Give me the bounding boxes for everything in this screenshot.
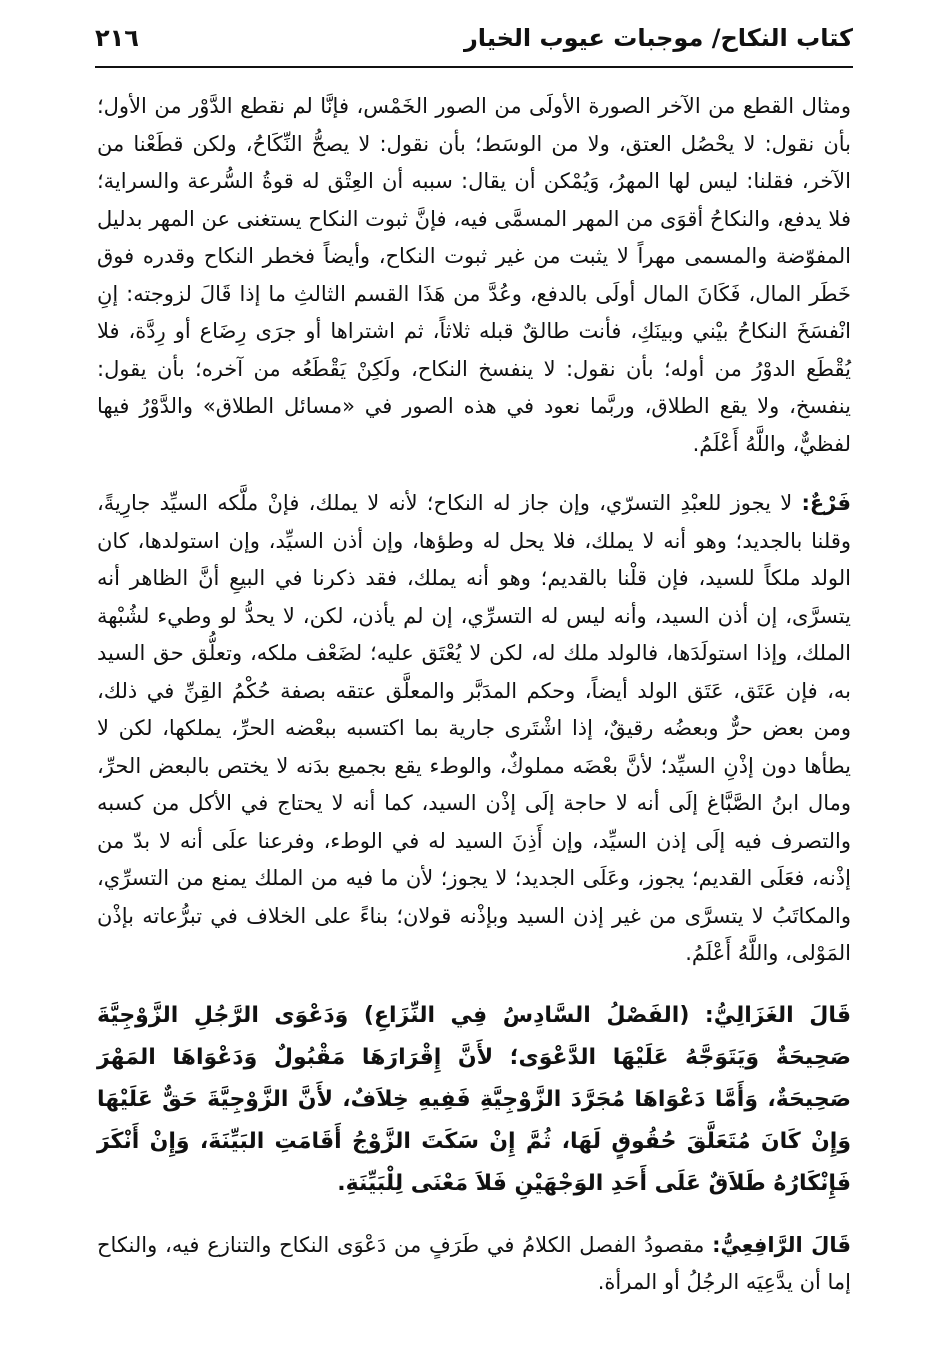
paragraph-cycle-example — [97, 88, 851, 463]
paragraph-text: لا يجوز للعبْدِ التسرّي، وإن جاز له النكاح؛ لأنه لا يملك، فإنْ ملَّكه السيِّد جارِيةً، وقلنا بالجديد؛ وهو أنه لا يملك، فلا يحل له وطؤها، وإن أذن السيِّد، وإن استولدها، كان الولد ملكاً للسيد، فإن قلْنا بالقديم؛ وهو أنه يملك، فقد ذكرنا في البيعِ أنَّ الظاهر أنه يتسرَّى، إن أذن السيد، وأنه ليس له التسرِّي، إن لم يأذن، لكن، لا يحدُّ لو وطيء لشُبْهة الملك، وإذا استولَدَها، فالولد ملك له، لكن لا يُعْتَق عليه؛ لضَعْف ملكه، وتعلُّق حق السيد به، فإن عَتَق، عَتَق الولد أيضاً، وحكم المدَبَّر والمعلَّق عتقه بصفة حُكْمُ القِنِّ في ذلك، ومن بعض حرٌّ وبعضُه رقيقٌ، إذا اشْتَرى جارية بما اكتسبه ببعْضه الحرِّ، يملكها، لكن لا يطأها دون إذْنِ السيِّد؛ لأنَّ بعْضَه مملوكٌ، والوطء يقع بجميع بدَنه لا يختص بالبعض الحرِّ، ومال ابنُ الصَّبَّاغ إلَى أنه لا حاجة إلَى إذْن السيد، كما أنه لا يحتاج في الأكل من كسبه والتصرف فيه إلَى إذن السيِّد، وإن أَذِنَ السيد له في الوطء، وفرعنا علَى أنه لا بدّ من إذْنه، فعَلَى القديم؛ يجوز، وعَلَى الجديد؛ لا يجوز؛ لأن ما فيه من الملك يمنع من التسرِّي، والمكاتَبُ لا يتسرَّى من غير إذن السيد وبإذْنه قولان؛ بناءً على الخلاف في تبرُّعاته بإذْن المَوْلى، واللَّهُ أَعْلَمُ. — [97, 491, 851, 965]
paragraph-text: مقصودُ الفصل الكلامُ في طَرَفٍ من دَعْوَى النكاح والتنازع فيه، والنكاح إما أن يدَّعِيَه الرجُلُ أو المرأة. — [97, 1232, 851, 1294]
paragraph-lead: فَرْعٌ: — [801, 491, 851, 515]
page-number: ٢١٦ — [95, 24, 139, 52]
page-header — [95, 22, 853, 68]
running-title: كتاب النكاح/ موجبات عيوب الخيار — [463, 24, 853, 52]
paragraph-far — [97, 485, 851, 973]
paragraph-ghazali-matn — [97, 995, 851, 1205]
header-rule — [95, 66, 853, 68]
page-body — [97, 88, 851, 1302]
paragraph-rafii-commentary — [97, 1227, 851, 1302]
paragraph-text: ومثال القطع من الآخر الصورة الأولَى من الصور الخَمْس، فإنَّا لم نقطع الدَّوْر من الأول؛ بأن نقول: لا يحْصُل العتق، ولا من الوسَط؛ بأن نقول: لا يصحُّ النِّكَاحُ، ولكن قطَعْنا من الآخر، فقلنا: ليس لها المهرُ، وَيُمْكن أن يقال: سببه أن العِتْق له قوةُ السُّرعة والسراية؛ فلا يدفع، والنكاحُ أقوَى من المهر المسمَّى فيه، فإنَّ ثبوت النكاح يستغنى عن المهر بدليل المفوّضة والمسمى مهراً لا يثبت من غير ثبوت النكاح، وأيضاً فخطر النكاح وقدره فوق خَطَر المال، فَكَانَ المال أولَى بالدفع، وعُدَّ من هَذَا القسم الثالثِ ما إذا قَالَ لزوجته: إنِ انْفسَخَ النكاحُ بيْني وبينَكِ، فأنت طالقٌ قبله ثلاثاً، ثم اشتراها أو جرَى رِضَاع أو رِدَّة، فلا يُقْطَع الدوْرُ من أوله؛ بأن نقول: لا ينفسخ النكاح، ولَكِنْ يَقْطَعُه من آخره؛ بأن يقول: ينفسخ، ولا يقع الطلاق، وربَّما نعود في هذه الصور في «مسائل الطلاق» والدَّوْرُ فيها لفظيٌّ، واللَّهُ أَعْلَمُ. — [97, 94, 851, 456]
paragraph-lead: قَالَ الرَّافِعِيُّ: — [712, 1232, 851, 1257]
paragraph-text: قَالَ الغَزَالِيُّ: (الفَصْلُ السَّادِسُ فِي النِّزَاعِ) وَدَعْوَى الرَّجُلِ الزَّوْجِيَّةَ صَحِيحَةٌ وَيَتَوَجَّهُ عَلَيْهَا الدَّعْوَى؛ لأَنَّ إِقْرَارَهَا مَقْبُولٌ وَدَعْوَاهَا المَهْرَ صَحِيحَةٌ، وَأَمَّا دَعْوَاهَا مُجَرَّدَ الزَّوْجِيَّةِ فَفِيهِ خِلاَفٌ، لأَنَّ الزَّوْجِيَّةَ حَقٌّ عَلَيْهَا وَإِنْ كَانَ مُتَعَلَّقَ حُقُوقٍ لَهَا، ثُمَّ إِنْ سَكَتَ الزَّوْجُ أَقَامَتِ البَيِّنَةَ، وَإِنْ أَنْكَرَ فَإِنْكَارُهُ طَلاَقٌ عَلَى أَحَدِ الوَجْهَيْنِ فَلاَ مَعْنَى لِلْبَيِّنَةِ. — [97, 1002, 851, 1196]
